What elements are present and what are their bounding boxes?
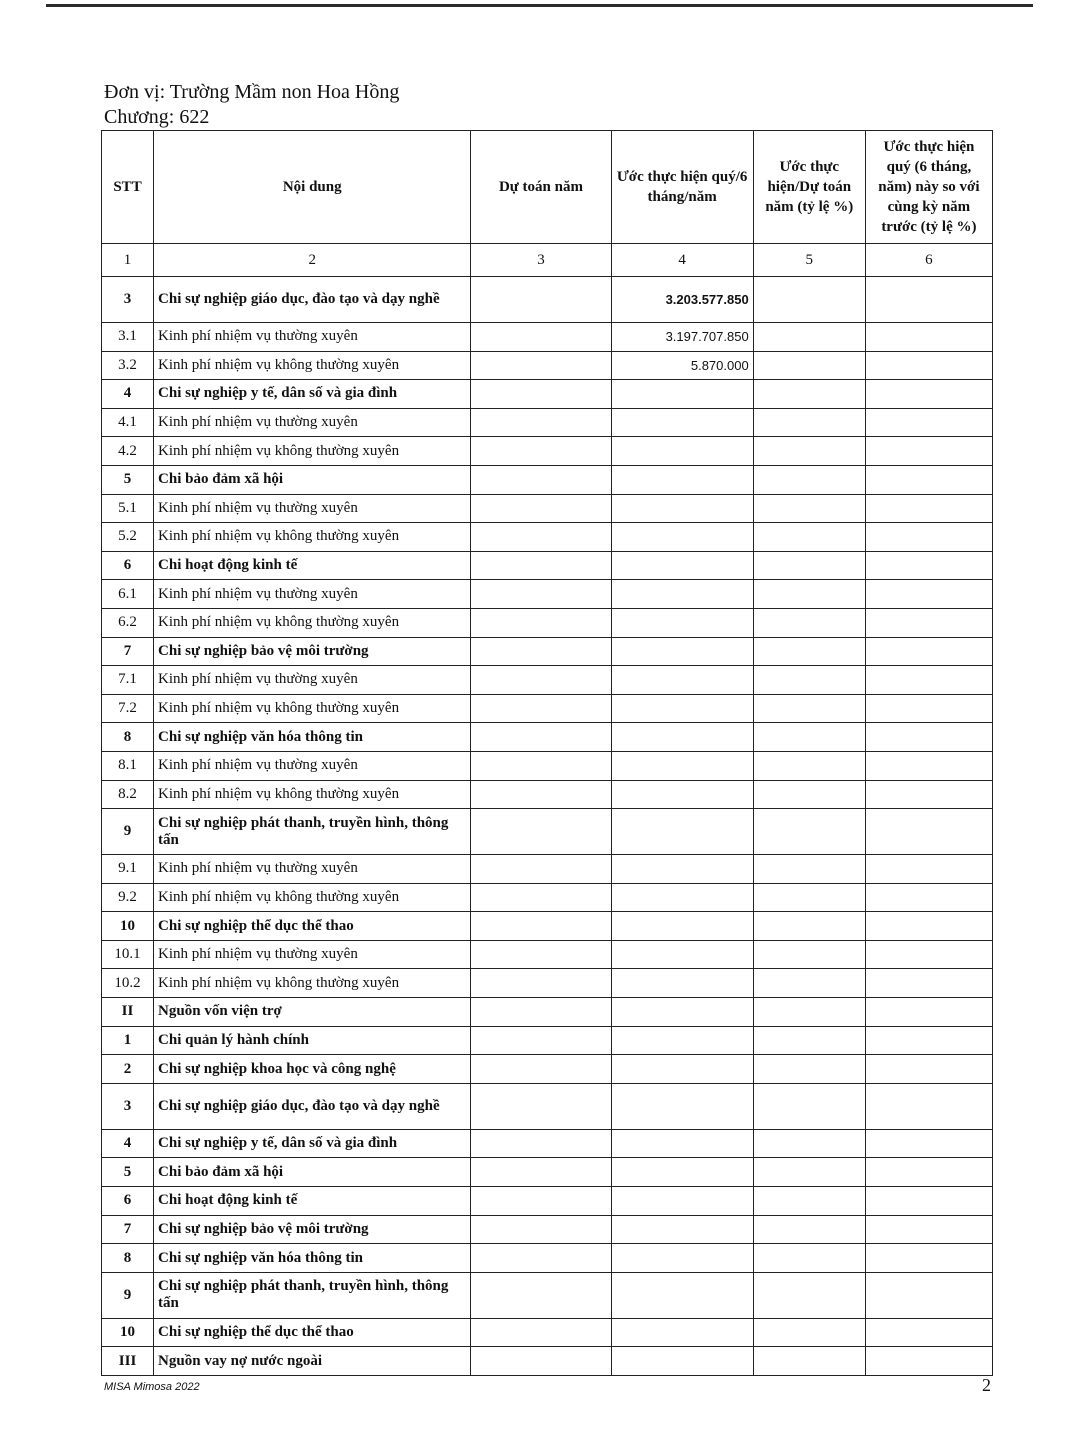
row-actual [611,940,753,969]
column-number-row [102,244,993,277]
row-content: Chi sự nghiệp y tế, dân số và gia đình [154,380,471,409]
row-estimate [471,608,611,637]
row-ratio-estimate [753,1129,865,1158]
row-estimate [471,551,611,580]
col-number: 1 [102,244,154,277]
row-estimate [471,723,611,752]
row-content: Kinh phí nhiệm vụ thường xuyên [154,323,471,352]
col-number: 6 [865,244,992,277]
table-row [102,608,993,637]
row-ratio-estimate [753,408,865,437]
row-estimate [471,408,611,437]
row-content: Chi sự nghiệp giáo dục, đào tạo và dạy nghề [154,277,471,323]
row-content: Chi sự nghiệp bảo vệ môi trường [154,1215,471,1244]
row-content: Kinh phí nhiệm vụ không thường xuyên [154,608,471,637]
table-row [102,580,993,609]
row-actual [611,523,753,552]
row-actual: 5.870.000 [611,351,753,380]
row-ratio-prev [865,408,992,437]
row-actual [611,998,753,1027]
unit-name: Đơn vị: Trường Mầm non Hoa Hồng [104,81,400,103]
row-ratio-estimate [753,323,865,352]
row-stt: 1 [102,1026,154,1055]
row-estimate [471,523,611,552]
row-ratio-prev [865,1272,992,1318]
col-header-actual: Ước thực hiện quý/6 tháng/năm [611,131,753,244]
row-ratio-estimate [753,1272,865,1318]
row-ratio-prev [865,608,992,637]
row-content: Kinh phí nhiệm vụ không thường xuyên [154,780,471,809]
row-ratio-prev [865,912,992,941]
row-content: Kinh phí nhiệm vụ không thường xuyên [154,969,471,998]
row-estimate [471,580,611,609]
row-ratio-estimate [753,1083,865,1129]
row-ratio-prev [865,1215,992,1244]
row-actual [611,1347,753,1376]
row-actual [611,608,753,637]
table-row [102,277,993,323]
row-ratio-estimate [753,809,865,855]
row-stt: 5 [102,1158,154,1187]
row-stt: 6.2 [102,608,154,637]
row-ratio-prev [865,751,992,780]
row-actual [611,580,753,609]
table-row [102,855,993,884]
row-ratio-prev [865,694,992,723]
row-stt: II [102,998,154,1027]
row-ratio-prev [865,277,992,323]
row-stt: 2 [102,1055,154,1084]
row-estimate [471,494,611,523]
row-actual: 3.203.577.850 [611,277,753,323]
table-row [102,1055,993,1084]
row-ratio-estimate [753,465,865,494]
table-row [102,380,993,409]
row-stt: 9 [102,1272,154,1318]
row-actual [611,694,753,723]
row-content: Chi sự nghiệp thể dục thể thao [154,1318,471,1347]
row-content: Kinh phí nhiệm vụ không thường xuyên [154,883,471,912]
row-actual [611,1272,753,1318]
table-row [102,780,993,809]
row-estimate [471,1272,611,1318]
table-row [102,351,993,380]
row-stt: 9.2 [102,883,154,912]
row-content: Kinh phí nhiệm vụ thường xuyên [154,751,471,780]
row-estimate [471,1215,611,1244]
row-ratio-prev [865,1318,992,1347]
table-row [102,1244,993,1273]
row-actual [611,408,753,437]
row-content: Chi sự nghiệp y tế, dân số và gia đình [154,1129,471,1158]
row-estimate [471,969,611,998]
row-actual [611,1244,753,1273]
row-estimate [471,637,611,666]
row-estimate [471,1083,611,1129]
row-stt: 3 [102,277,154,323]
row-content: Chi bảo đảm xã hội [154,465,471,494]
row-estimate [471,323,611,352]
row-ratio-estimate [753,637,865,666]
row-actual [611,1055,753,1084]
row-content: Kinh phí nhiệm vụ thường xuyên [154,408,471,437]
row-actual [611,1318,753,1347]
row-ratio-estimate [753,694,865,723]
row-estimate [471,277,611,323]
row-actual [611,723,753,752]
row-ratio-estimate [753,277,865,323]
row-estimate [471,998,611,1027]
row-ratio-prev [865,855,992,884]
row-actual [611,437,753,466]
row-ratio-prev [865,351,992,380]
row-ratio-prev [865,809,992,855]
row-stt: 8 [102,723,154,752]
row-stt: 4.1 [102,408,154,437]
row-actual [611,380,753,409]
row-ratio-estimate [753,351,865,380]
col-header-ratio-estimate: Ước thực hiện/Dự toán năm (tỷ lệ %) [753,131,865,244]
row-ratio-estimate [753,580,865,609]
row-actual [611,751,753,780]
col-number: 4 [611,244,753,277]
row-ratio-estimate [753,1187,865,1216]
row-estimate [471,666,611,695]
row-content: Kinh phí nhiệm vụ không thường xuyên [154,351,471,380]
row-content: Kinh phí nhiệm vụ thường xuyên [154,855,471,884]
row-content: Chi sự nghiệp phát thanh, truyền hình, thông tấn [154,809,471,855]
chapter-code: Chương: 622 [104,106,210,128]
row-estimate [471,351,611,380]
row-ratio-estimate [753,666,865,695]
row-estimate [471,1347,611,1376]
row-ratio-estimate [753,437,865,466]
table-row [102,912,993,941]
table-row [102,809,993,855]
row-stt: 8 [102,1244,154,1273]
row-ratio-estimate [753,1055,865,1084]
row-ratio-prev [865,666,992,695]
table-row [102,723,993,752]
table-row [102,494,993,523]
table-row [102,1272,993,1318]
table-row [102,437,993,466]
row-ratio-estimate [753,608,865,637]
row-ratio-prev [865,437,992,466]
row-ratio-estimate [753,551,865,580]
row-stt: 10 [102,912,154,941]
row-ratio-estimate [753,1244,865,1273]
page-number: 2 [982,1375,991,1395]
row-content: Chi hoạt động kinh tế [154,1187,471,1216]
row-content: Chi sự nghiệp thể dục thể thao [154,912,471,941]
row-ratio-prev [865,580,992,609]
row-estimate [471,1129,611,1158]
row-actual [611,1158,753,1187]
row-stt: 9 [102,809,154,855]
row-ratio-prev [865,940,992,969]
row-stt: 10.1 [102,940,154,969]
table-row [102,883,993,912]
row-stt: 7.1 [102,666,154,695]
row-stt: 4 [102,380,154,409]
row-actual [611,1083,753,1129]
row-actual [611,1129,753,1158]
row-content: Chi sự nghiệp khoa học và công nghệ [154,1055,471,1084]
row-content: Chi quản lý hành chính [154,1026,471,1055]
row-stt: 4 [102,1129,154,1158]
row-ratio-estimate [753,969,865,998]
row-ratio-prev [865,494,992,523]
row-ratio-estimate [753,780,865,809]
row-stt: 5.1 [102,494,154,523]
budget-table [101,130,993,1376]
row-stt: 9.1 [102,855,154,884]
row-content: Kinh phí nhiệm vụ không thường xuyên [154,694,471,723]
row-stt: 5.2 [102,523,154,552]
row-ratio-prev [865,323,992,352]
table-row [102,523,993,552]
row-stt: 7 [102,1215,154,1244]
row-actual [611,666,753,695]
col-number: 3 [471,244,611,277]
row-ratio-estimate [753,883,865,912]
table-row [102,1215,993,1244]
row-content: Chi sự nghiệp phát thanh, truyền hình, thông tấn [154,1272,471,1318]
row-ratio-estimate [753,855,865,884]
table-row [102,969,993,998]
top-border-line [46,4,1033,7]
row-ratio-prev [865,780,992,809]
row-actual [611,912,753,941]
col-number: 2 [154,244,471,277]
row-estimate [471,1158,611,1187]
row-content: Chi sự nghiệp giáo dục, đào tạo và dạy nghề [154,1083,471,1129]
row-estimate [471,912,611,941]
table-row [102,1318,993,1347]
row-ratio-estimate [753,940,865,969]
table-row [102,1187,993,1216]
row-content: Nguồn vốn viện trợ [154,998,471,1027]
row-actual [611,465,753,494]
row-actual [611,969,753,998]
row-ratio-estimate [753,998,865,1027]
row-estimate [471,1055,611,1084]
table-row [102,998,993,1027]
row-ratio-estimate [753,1318,865,1347]
col-header-estimate: Dự toán năm [471,131,611,244]
table-header-row [102,131,993,244]
row-actual [611,551,753,580]
row-ratio-prev [865,998,992,1027]
row-stt: 6 [102,1187,154,1216]
table-row [102,1129,993,1158]
row-estimate [471,694,611,723]
table-row [102,323,993,352]
row-stt: 5 [102,465,154,494]
table-row [102,1026,993,1055]
table-row [102,637,993,666]
row-ratio-estimate [753,1026,865,1055]
row-stt: 6.1 [102,580,154,609]
row-content: Kinh phí nhiệm vụ thường xuyên [154,666,471,695]
row-actual: 3.197.707.850 [611,323,753,352]
row-actual [611,1187,753,1216]
row-estimate [471,1318,611,1347]
table-row [102,751,993,780]
row-ratio-prev [865,723,992,752]
row-ratio-prev [865,380,992,409]
row-ratio-prev [865,465,992,494]
row-content: Chi sự nghiệp văn hóa thông tin [154,1244,471,1273]
row-content: Nguồn vay nợ nước ngoài [154,1347,471,1376]
row-stt: 3.1 [102,323,154,352]
row-content: Chi bảo đảm xã hội [154,1158,471,1187]
row-content: Chi sự nghiệp văn hóa thông tin [154,723,471,752]
row-estimate [471,1026,611,1055]
col-header-stt: STT [102,131,154,244]
row-stt: 4.2 [102,437,154,466]
row-estimate [471,437,611,466]
row-stt: 6 [102,551,154,580]
row-estimate [471,940,611,969]
row-ratio-prev [865,1244,992,1273]
row-actual [611,780,753,809]
table-row [102,940,993,969]
row-estimate [471,751,611,780]
row-ratio-prev [865,1026,992,1055]
row-stt: 3 [102,1083,154,1129]
row-stt: 10.2 [102,969,154,998]
row-stt: 7.2 [102,694,154,723]
table-row [102,694,993,723]
row-ratio-estimate [753,723,865,752]
row-ratio-estimate [753,523,865,552]
row-ratio-prev [865,969,992,998]
row-estimate [471,780,611,809]
row-actual [611,1026,753,1055]
col-number: 5 [753,244,865,277]
row-ratio-estimate [753,380,865,409]
row-ratio-prev [865,637,992,666]
row-estimate [471,883,611,912]
col-header-ratio-prev: Ước thực hiện quý (6 tháng, năm) này so với cùng kỳ năm trước (tỷ lệ %) [865,131,992,244]
row-estimate [471,465,611,494]
table-row [102,1083,993,1129]
row-stt: 3.2 [102,351,154,380]
row-estimate [471,855,611,884]
row-stt: 8.2 [102,780,154,809]
row-ratio-prev [865,523,992,552]
row-actual [611,883,753,912]
row-actual [611,637,753,666]
row-ratio-estimate [753,912,865,941]
col-header-content: Nội dung [154,131,471,244]
row-content: Chi sự nghiệp bảo vệ môi trường [154,637,471,666]
table-row [102,666,993,695]
row-estimate [471,1187,611,1216]
row-ratio-estimate [753,1347,865,1376]
row-content: Kinh phí nhiệm vụ thường xuyên [154,494,471,523]
row-ratio-prev [865,1187,992,1216]
row-content: Chi hoạt động kinh tế [154,551,471,580]
table-row [102,551,993,580]
table-row [102,408,993,437]
row-content: Kinh phí nhiệm vụ không thường xuyên [154,523,471,552]
row-content: Kinh phí nhiệm vụ thường xuyên [154,940,471,969]
software-footer: MISA Mimosa 2022 [104,1381,200,1393]
row-actual [611,494,753,523]
row-ratio-estimate [753,751,865,780]
row-actual [611,855,753,884]
row-actual [611,809,753,855]
row-estimate [471,1244,611,1273]
row-ratio-estimate [753,1215,865,1244]
row-ratio-estimate [753,1158,865,1187]
row-stt: 8.1 [102,751,154,780]
table-row [102,1158,993,1187]
row-ratio-estimate [753,494,865,523]
row-content: Kinh phí nhiệm vụ không thường xuyên [154,437,471,466]
row-estimate [471,809,611,855]
row-content: Kinh phí nhiệm vụ thường xuyên [154,580,471,609]
row-stt: 10 [102,1318,154,1347]
row-ratio-prev [865,1055,992,1084]
row-ratio-prev [865,883,992,912]
row-actual [611,1215,753,1244]
row-ratio-prev [865,1347,992,1376]
table-row [102,465,993,494]
row-stt: 7 [102,637,154,666]
row-estimate [471,380,611,409]
row-ratio-prev [865,1129,992,1158]
row-ratio-prev [865,551,992,580]
row-stt: III [102,1347,154,1376]
row-ratio-prev [865,1083,992,1129]
row-ratio-prev [865,1158,992,1187]
table-row [102,1347,993,1376]
